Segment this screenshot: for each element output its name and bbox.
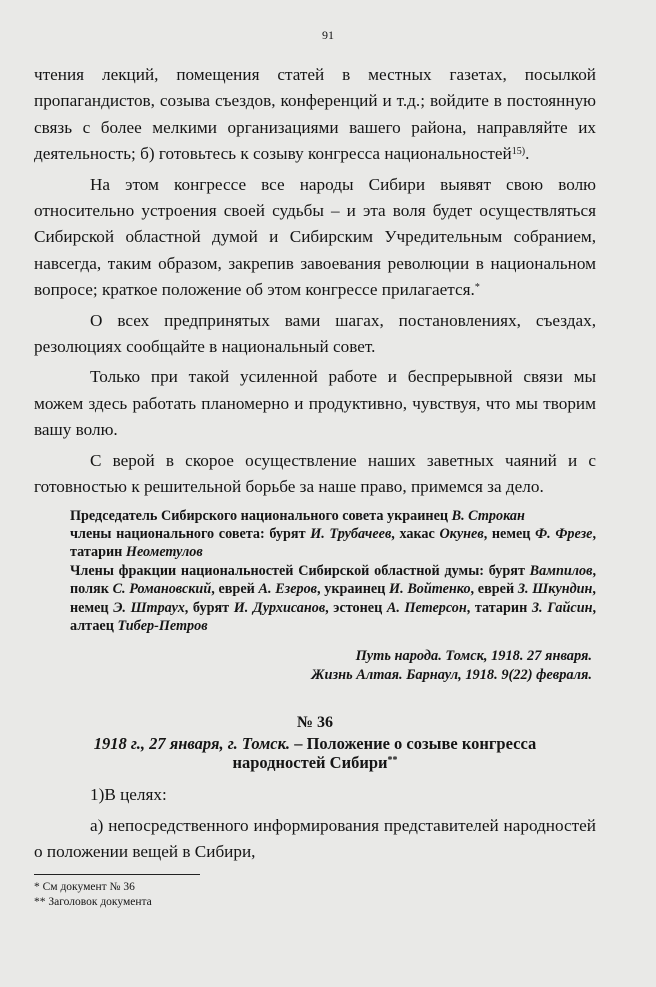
note-ref-star: * [474, 282, 480, 294]
paragraph-3: О всех предпринятых вами шагах, постановлениях, съездах, резолюциях сообщайте в национальный совет. [34, 310, 596, 357]
footnote-1: * См документ № 36 [34, 881, 135, 893]
document-list [34, 782, 596, 865]
document-date-place: 1918 г., 27 января, г. Томск. [93, 734, 291, 754]
main-text [34, 62, 596, 869]
document-number: № 36 [296, 714, 334, 732]
paragraph-2: На этом конгрессе все народы Сибири выявят свою волю относительно устроения своей судьбы – и эта воля будет осуществляться Сибирской областной думой и Сибирским Учредительным собранием, навсегда, таким образом, закрепив завоевания революции в национальном вопросе; краткое положение об этом конгрессе прилагается.* [34, 174, 596, 300]
signatures-block [70, 507, 596, 636]
signature-council-members: члены национального совета: бурят И. Трубачеев, хакас Окунев, немец Ф. Фрезе, татарин Неометулов [70, 525, 596, 561]
sources-block [34, 647, 596, 684]
page-number: 91 [322, 28, 334, 42]
list-item: а) непосредственного информирования представителей народностей о положении вещей в Сибири, [34, 815, 596, 861]
list-item: 1)В целях: [90, 785, 167, 805]
signature-faction-members: Члены фракции национальностей Сибирской областной думы: бурят Вампилов, поляк С. Романовский, еврей А. Езеров, украинец И. Войтенко, еврей З. Шкундин, немец Э. Штраух, бурят И. Дурхисанов, эстонец А. Петерсон, татарин З. Гайсин, алтаец Тибер-Петров [70, 562, 597, 634]
footnote-divider [34, 874, 200, 875]
source-2: Жизнь Алтая. Барнаул, 1918. 9(22) февраля. [311, 666, 592, 683]
paragraph-1: чтения лекций, помещения статей в местных газетах, посылкой пропагандистов, созыва съездов, конференций и т.д.; войдите в постоянную связь с более мелкими организациями вашего района, направляйте их деятельность; б) готовьтесь к созыву конгресса национальностей$^{15)}$. [34, 65, 596, 164]
paragraph-5: С верой в скорое осуществление наших заветных чаяний и с готовностью к решительной борьбе за наше право, примемся за дело. [34, 450, 596, 497]
paragraph-4: Только при такой усиленной работе и беспрерывной связи мы можем здесь работать планомерно и продуктивно, чувствуя, что мы творим вашу волю. [34, 367, 596, 440]
signature-chair: Председатель Сибирского национального совета украинец В. Строкан [70, 507, 525, 524]
document-title: 1918 г., 27 января, г. Томск. – Положение о созыве конгресса народностей Сибири** [93, 734, 537, 773]
title-note-ref: ** [387, 755, 398, 767]
note-ref-15: 15) [511, 146, 526, 158]
footnote-2: ** Заголовок документа [34, 896, 152, 908]
source-1: Путь народа. Томск, 1918. 27 января. [355, 648, 592, 665]
